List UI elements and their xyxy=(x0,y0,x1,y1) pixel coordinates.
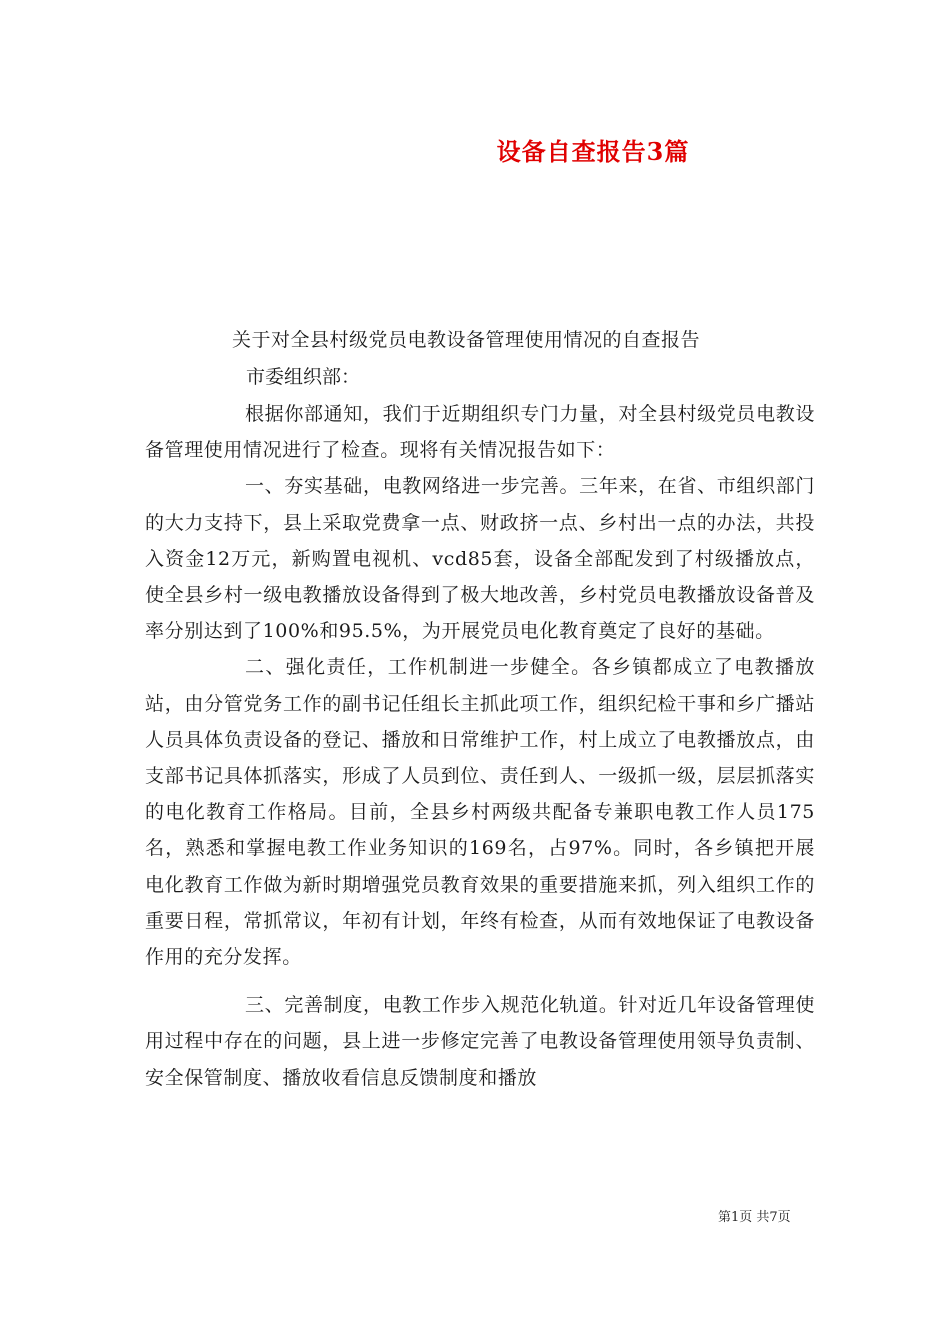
document-title-text: 设备自查报告3篇 xyxy=(496,137,690,166)
body-text xyxy=(145,396,815,1096)
addressee: 市委组织部： xyxy=(246,366,361,388)
paragraph-intro: 根据你部通知，我们于近期组织专门力量，对全县村级党员电教设备管理使用情况进行了检查。现将有关情况报告如下： xyxy=(145,403,815,462)
paragraph-section-1: 一、夯实基础，电教网络进一步完善。三年来，在省、市组织部门的大力支持下，县上采取党费拿一点、财政挤一点、乡村出一点的办法，共投入资金12万元，新购置电视机、vcd85套，设备全部配发到了村级播放点，使全县乡村一级电教播放设备得到了极大地改善，乡村党员电教播放设备普及率分别达到了100%和95.5%，为开展党员电化教育奠定了良好的基础。 xyxy=(145,475,815,643)
paragraph-section-2: 二、强化责任，工作机制进一步健全。各乡镇都成立了电教播放站，由分管党务工作的副书记任组长主抓此项工作，组织纪检干事和乡广播站人员具体负责设备的登记、播放和日常维护工作，村上成立了电教播放点，由支部书记具体抓落实，形成了人员到位、责任到人、一级抓一级，层层抓落实的电化教育工作格局。目前，全县乡村两级共配备专兼职电教工作人员175名，熟悉和掌握电教工作业务知识的169名，占97%。同时，各乡镇把开展电化教育工作做为新时期增强党员教育效果的重要措施来抓，列入组织工作的重要日程，常抓常议，年初有计划，年终有检查，从而有效地保证了电教设备作用的充分发挥。 xyxy=(145,656,815,969)
document-title xyxy=(0,132,950,167)
page-indicator: 第1页 共7页 xyxy=(718,1210,791,1225)
report-heading: 关于对全县村级党员电教设备管理使用情况的自查报告 xyxy=(232,329,701,351)
paragraph-section-3: 三、完善制度，电教工作步入规范化轨道。针对近几年设备管理使用过程中存在的问题，县上进一步修定完善了电教设备管理使用领导负责制、安全保管制度、播放收看信息反馈制度和播放 xyxy=(145,994,815,1089)
